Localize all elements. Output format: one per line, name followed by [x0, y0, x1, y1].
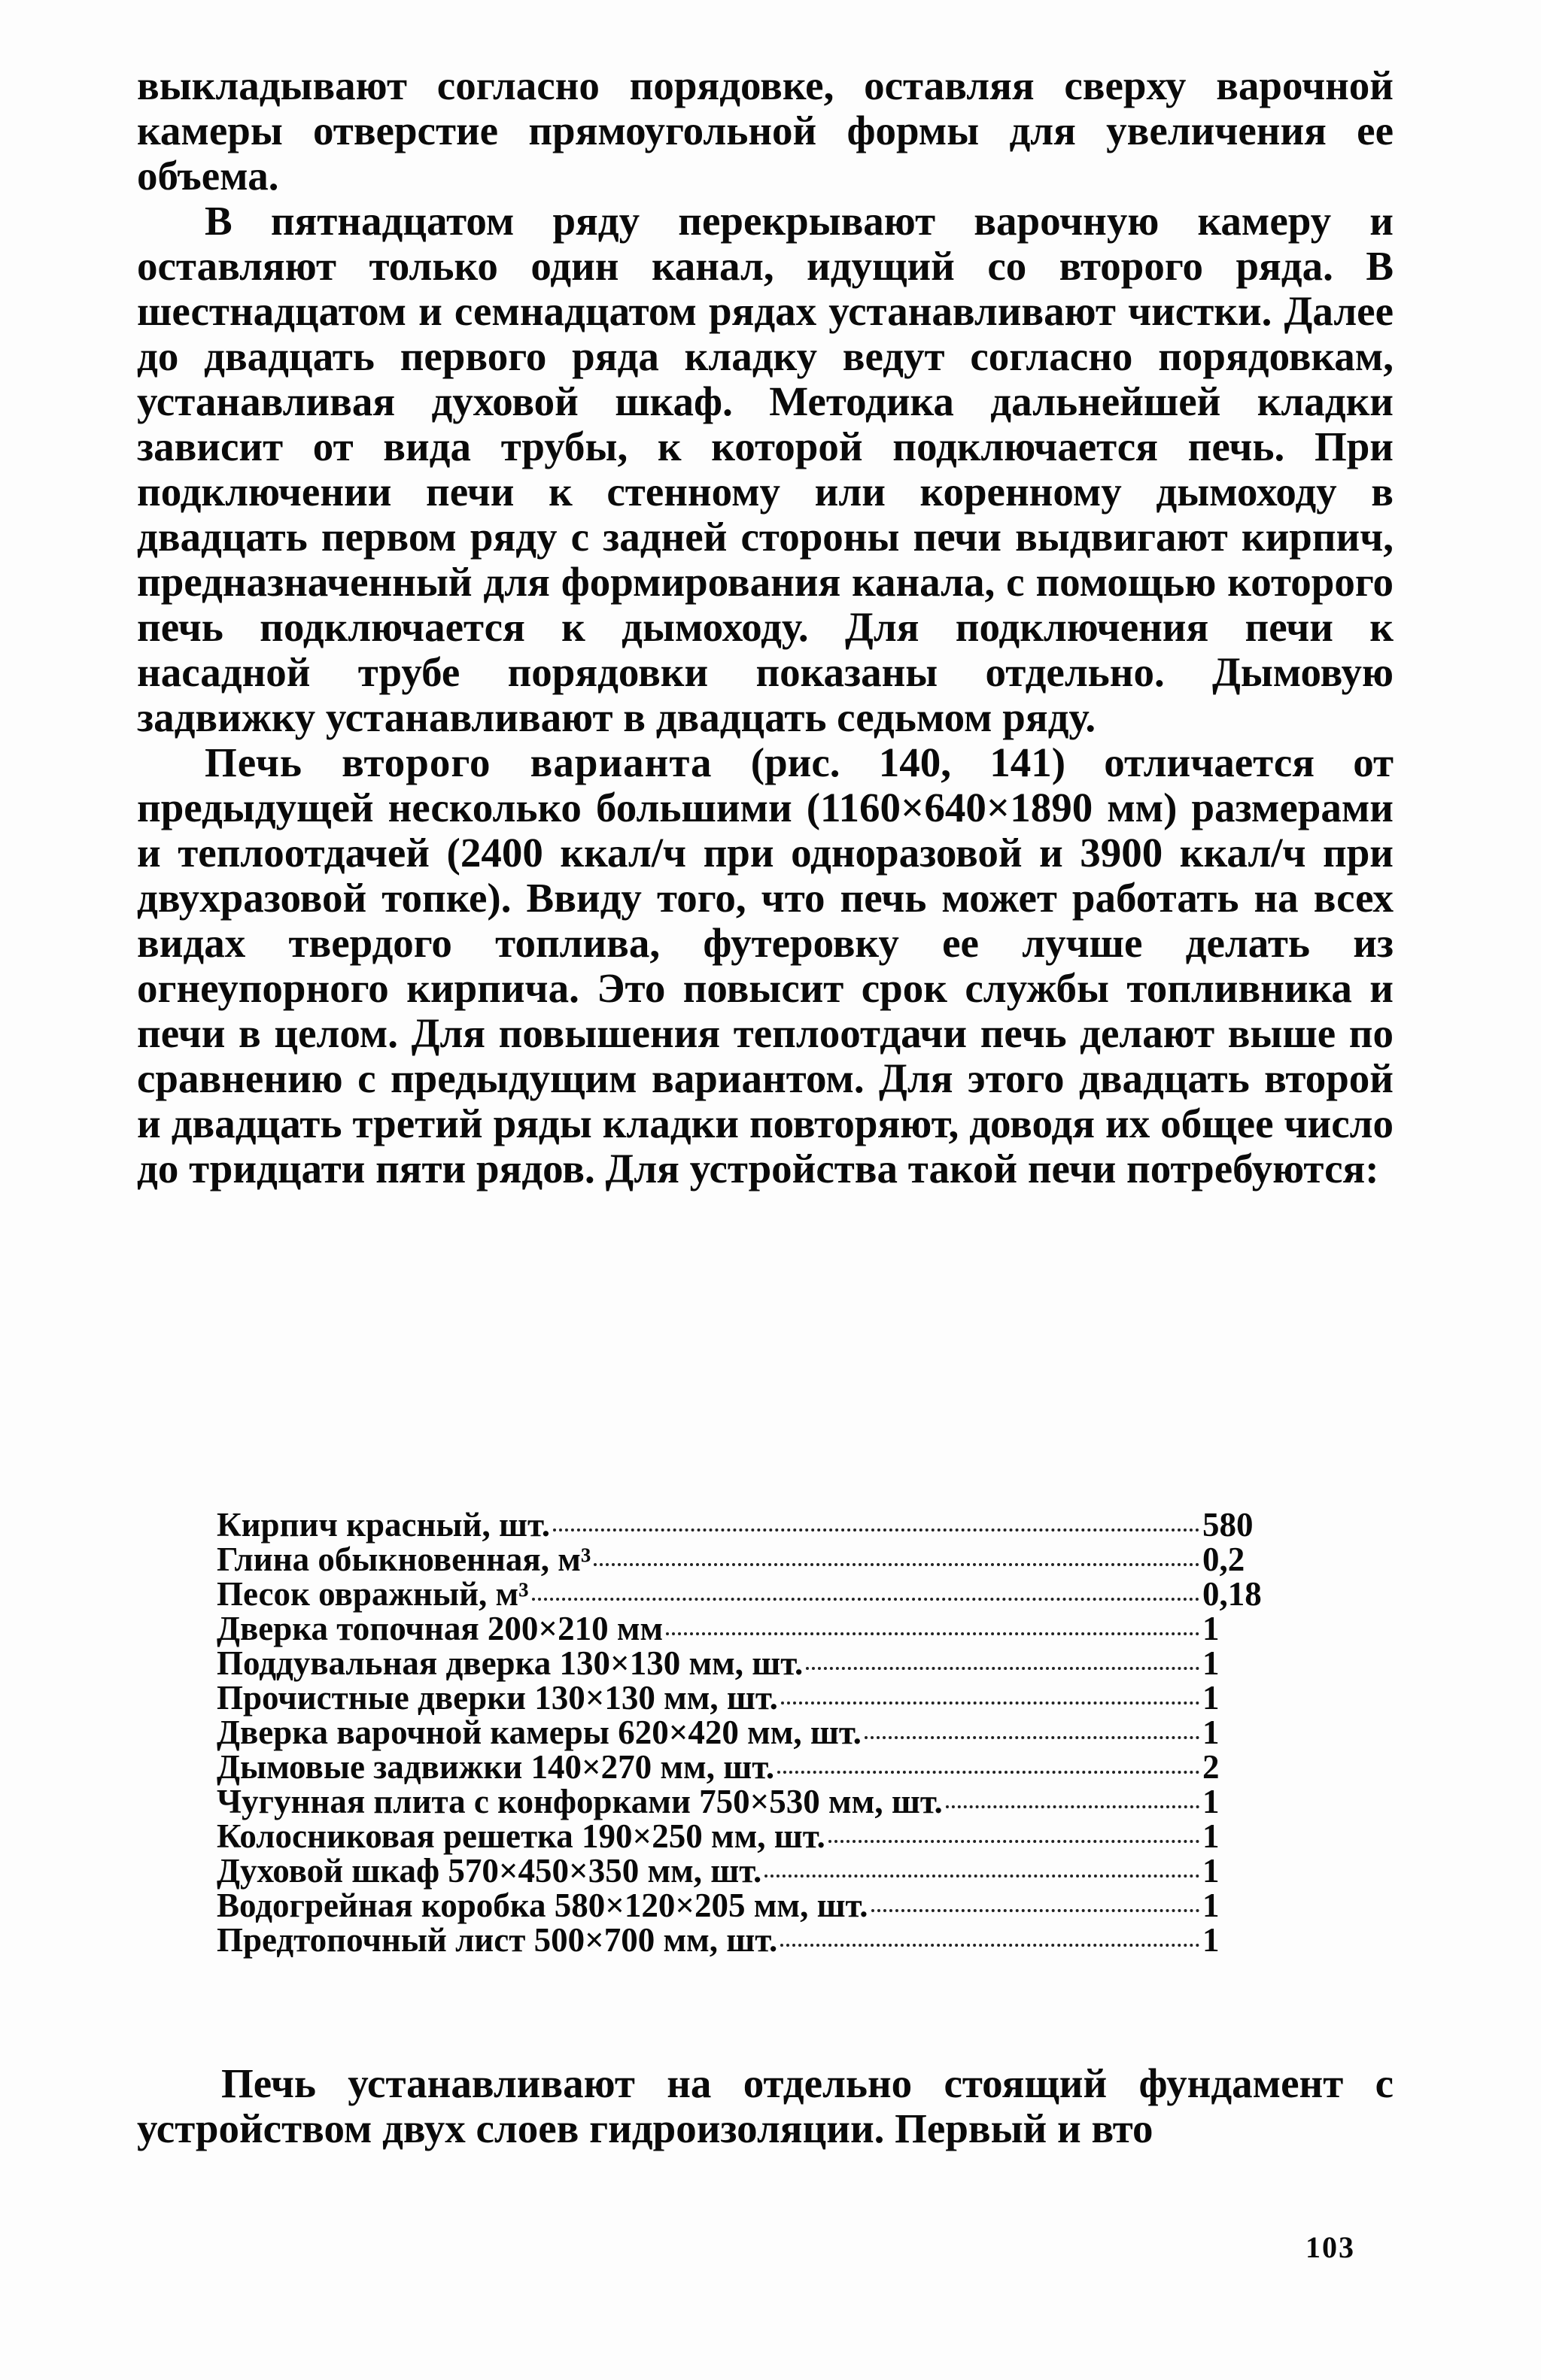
tail-text [137, 2061, 1394, 2151]
material-quantity: 1 [1202, 1644, 1220, 1682]
materials-row [217, 1611, 1270, 1646]
material-name: Дверка варочной камеры 620×420 мм, шт. [217, 1714, 862, 1751]
material-name: Глина обыкновенная, м³ [217, 1541, 591, 1578]
material-quantity: 1 [1202, 1887, 1220, 1924]
materials-row [217, 1680, 1270, 1715]
material-name: Водогрейная коробка 580×120×205 мм, шт. [217, 1887, 868, 1924]
paragraph-fifteenth-row: В пятнадцатом ряду перекрывают варочную камеру и оставляют только один канал, идущий со второго ряда. В шестнадцатом и семнадцатом рядах устанавливают чистки. Далее до двадцать первого ряда кладку ведут согласно порядовкам, устанавливая духовой шкаф. Методика дальнейшей кладки зависит от вида трубы, к которой подключается печь. При подключении печи к стенному или коренному дымоходу в двадцать первом ряду с задней стороны печи выдвигают кирпич, предназначенный для формирования канала, с помощью которого печь подключается к дымоходу. Для подключения печи к насадной трубе порядовки показаны отдельно. Дымовую задвижку устанавливают в двадцать седьмом ряду. [137, 198, 1394, 740]
material-quantity: 1 [1202, 1921, 1220, 1959]
material-quantity: 1 [1202, 1852, 1220, 1890]
material-name: Дверка топочная 200×210 мм [217, 1610, 664, 1647]
materials-row [217, 1784, 1270, 1819]
material-quantity: 1 [1202, 1679, 1220, 1717]
paragraph-second-variant-body: (рис. 140, 141) отличается от предыдущей несколько большими (1160×640×1890 мм) размерами и теплоотдачей (2400 ккал/ч при одноразовой и 3900 ккал/ч при двухразовой топке). Ввиду того, что печь может работать на всех видах твердого топлива, футеровку ее лучше делать из огнеупорного кирпича. Это повысит срок службы топливника и печи в целом. Для повышения теплоотдачи печь делают выше по сравнению с предыдущим вариантом. Для этого двадцать второй и двадцать третий ряды кладки повторяют, доводя их общее число до тридцати пяти рядов. Для устройства такой печи потребуются: [137, 739, 1394, 1192]
material-quantity: 0,18 [1202, 1575, 1262, 1613]
material-name: Дымовые задвижки 140×270 мм, шт. [217, 1748, 775, 1786]
material-quantity: 1 [1202, 1817, 1220, 1855]
dot-leader [764, 1875, 1199, 1878]
paragraph-foundation: Печь устанавливают на отдельно стоящий фундамент с устройством двух слоев гидроизоляции. Первый и вто [137, 2060, 1394, 2151]
material-name: Кирпич красный, шт. [217, 1506, 550, 1544]
dot-leader [865, 1736, 1199, 1739]
materials-row [217, 1819, 1270, 1853]
dot-leader [946, 1805, 1199, 1808]
paragraph-continued: выкладывают согласно порядовке, оставляя сверху варочной камеры отверстие прямоугольной формы для увеличения ее объема. [137, 62, 1394, 199]
dot-leader [781, 1702, 1199, 1705]
materials-row [217, 1507, 1270, 1542]
paragraph-second-variant [137, 740, 1394, 1192]
materials-row [217, 1715, 1270, 1750]
material-name: Духовой шкаф 570×450×350 мм, шт. [217, 1852, 762, 1890]
materials-row [217, 1853, 1270, 1888]
dot-leader [806, 1667, 1199, 1670]
page-number: 103 [1305, 2230, 1355, 2264]
materials-row [217, 1577, 1270, 1611]
material-quantity: 0,2 [1202, 1541, 1245, 1578]
dot-leader [666, 1632, 1199, 1635]
materials-list [217, 1507, 1270, 1957]
material-quantity: 2 [1202, 1748, 1220, 1786]
material-quantity: 1 [1202, 1610, 1220, 1647]
material-name: Чугунная плита с конфорками 750×530 мм, шт. [217, 1783, 943, 1820]
dot-leader [780, 1944, 1199, 1947]
materials-row [217, 1888, 1270, 1923]
material-name: Предтопочный лист 500×700 мм, шт. [217, 1921, 778, 1959]
dot-leader [532, 1598, 1199, 1601]
main-text [137, 63, 1394, 1192]
dot-leader [594, 1563, 1199, 1566]
material-name: Песок овражный, м³ [217, 1575, 529, 1613]
materials-row [217, 1750, 1270, 1784]
dot-leader [828, 1840, 1199, 1843]
dot-leader [777, 1771, 1199, 1774]
material-quantity: 1 [1202, 1714, 1220, 1751]
material-quantity: 580 [1202, 1506, 1254, 1544]
materials-row [217, 1646, 1270, 1680]
run-in-heading: Печь второго варианта [205, 739, 713, 785]
material-name: Колосниковая решетка 190×250 мм, шт. [217, 1817, 825, 1855]
dot-leader [553, 1528, 1199, 1532]
material-name: Поддувальная дверка 130×130 мм, шт. [217, 1644, 804, 1682]
material-quantity: 1 [1202, 1783, 1220, 1820]
materials-row [217, 1923, 1270, 1957]
material-name: Прочистные дверки 130×130 мм, шт. [217, 1679, 778, 1717]
dot-leader [871, 1909, 1199, 1912]
materials-row [217, 1542, 1270, 1577]
